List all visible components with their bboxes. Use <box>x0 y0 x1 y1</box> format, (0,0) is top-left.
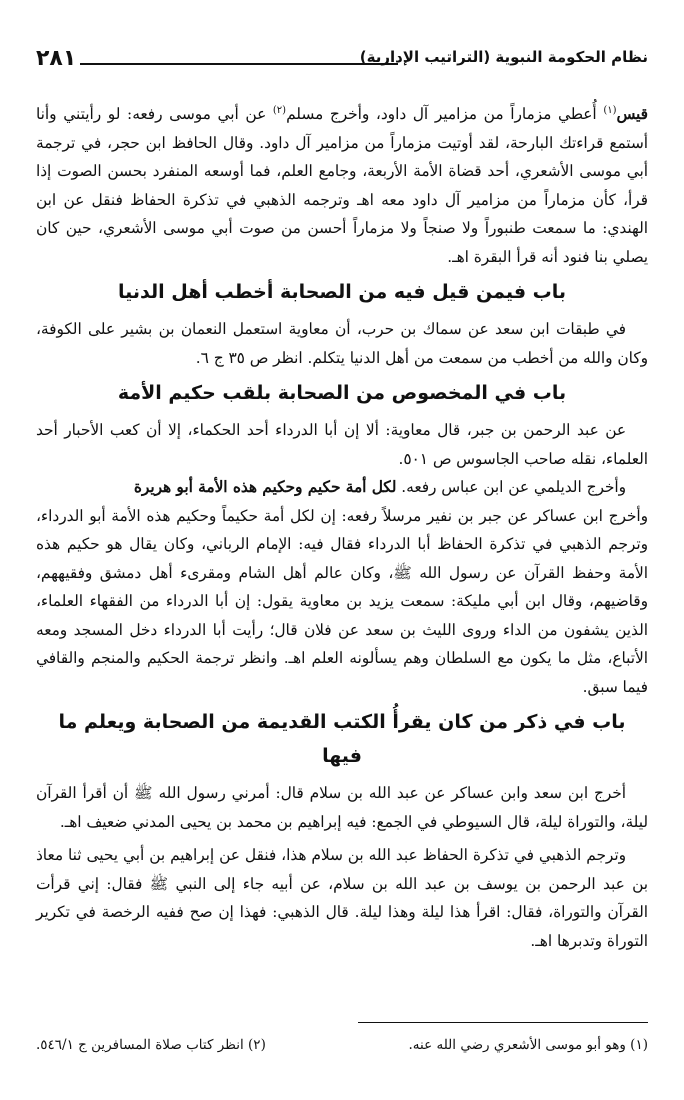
footnote-2: (٢) انظر كتاب صلاة المسافرين ج ٥٤٦/١. <box>36 1037 266 1053</box>
paragraph-text: أُعطي مزماراً من مزامير آل داود، وأخرج مسلم <box>286 105 604 123</box>
section-heading-old-books: باب في ذكر من كان يقرأُ الكتب القديمة من الصحابة ويعلم ما فيها <box>58 711 626 767</box>
paragraph-text: وأخرج الديلمي عن ابن عباس رفعه. <box>396 478 626 496</box>
paragraph-text: عن أبي موسى رفعه: لو رأيتني وأنا أستمع قراءتك البارحة، لقد أوتيت مزماراً من مزامير آل داود. وقال الحافظ ابن حجر، في ترجمة أبي موسى الأشعري، أحد قضاة الأمة الأربعة، وجامع العلم، فما أوسعه المنفرد بحسن الصوت إذا قرأ، كأن مزماراً من مزامير آل داود معه اهـ وترجمه الذهبي في تذكرة الحفاظ فنقل عن ابن الهندي: ما سمعت طنبوراً ولا صنجاً ولا مزماراً أحسن من صوت أبي موسى الأشعري، حين كان يصلي بنا فنود أنه قرأ البقرة اهـ. <box>36 105 648 266</box>
main-text <box>36 100 648 955</box>
paragraph-old-books-1: أخرج ابن سعد وابن عساكر عن عبد الله بن سلام قال: أمرني رسول الله ﷺ أن أقرأ القرآن ليلة، والتوراة ليلة، قال السيوطي في الجمع: فيه إبراهيم بن محمد بن يحيى المدني ضعيف اهـ. <box>36 784 648 831</box>
footnote-1: (١) وهو أبو موسى الأشعري رضي الله عنه. <box>408 1037 648 1053</box>
hadith-quote: لكل أمة حكيم وحكيم هذه الأمة أبو هريرة <box>133 478 397 496</box>
page-header <box>36 44 648 74</box>
running-title: نظام الحكومة النبوية (التراتيب الإدارية) <box>359 48 648 66</box>
footnote-ref-1: (١) <box>603 104 617 116</box>
paragraph-wise-man-3: وأخرج ابن عساكر عن جبر بن نفير مرسلاً رفعه: إن لكل أمة حكيماً وحكيم هذه الأمة أبو الدرداء، وترجم الذهبي في تذكرة الحفاظ أبا الدرداء فقال فيه: الإمام الرباني، وكان يقال هو حكيم هذه الأمة وحفظ القرآن عن رسول الله ﷺ، وكان عالم أهل الشام ومقرىء أهل دمشق وفقيههم، وقاضيهم، وقال ابن أبي مليكة: سمعت يزيد بن معاوية يقول: إن أبا الدرداء من الفقهاء العلماء، الذين يشفون من الداء وروى الليث بن سعد عن فلان قال؛ رأيت أبا الدرداء دخل المسجد ومعه الأتباع، مثل ما يكون مع السلطان وهم يسألونه العلم اهـ. وانظر ترجمة الحكيم والمنجم والقافي فيما سبق. <box>36 506 648 696</box>
lead-word: قيس <box>616 105 648 123</box>
paragraph-wise-man-2 <box>36 473 648 502</box>
page-number: ٢٨١ <box>36 46 77 71</box>
footnote-rule <box>358 1022 648 1023</box>
paragraph-wise-man-1: عن عبد الرحمن بن جبر، قال معاوية: ألا إن أبا الدرداء أحد الحكماء، إلا أن كعب الأحبار أحد العلماء، نقله صاحب الجاسوس ص ٥٠١. <box>36 421 648 468</box>
header-rule <box>80 63 398 65</box>
paragraph-old-books-2: وترجم الذهبي في تذكرة الحفاظ عبد الله بن سلام هذا، فنقل عن إبراهيم بن أبي يحيى ثنا معاذ بن عبد الرحمن بن يوسف بن عبد الله بن سلام، عن أبيه جاء إلى النبي ﷺ فقال: إني قرأت القرآن والتوراة، فقال: اقرأ هذا ليلة وهذا ليلة. قال الذهبي: فهذا إن صح ففيه الرخصة في تكرير التوراة وتدبرها اهـ. <box>36 846 648 950</box>
section-heading-orator: باب فيمن قيل فيه من الصحابة أخطب أهل الدنيا <box>117 281 567 303</box>
footnote-ref-2: (٢) <box>272 104 287 116</box>
section-heading-wise-man: باب في المخصوص من الصحابة بلقب حكيم الأمة <box>117 382 567 404</box>
paragraph-orator: في طبقات ابن سعد عن سماك بن حرب، أن معاوية استعمل النعمان بن بشير على الكوفة، وكان والله من أخطب من سمعت من أهل الدنيا يتكلم. انظر ص ٣٥ ج ٦. <box>36 320 648 367</box>
paragraph-musical-voice <box>36 100 648 271</box>
